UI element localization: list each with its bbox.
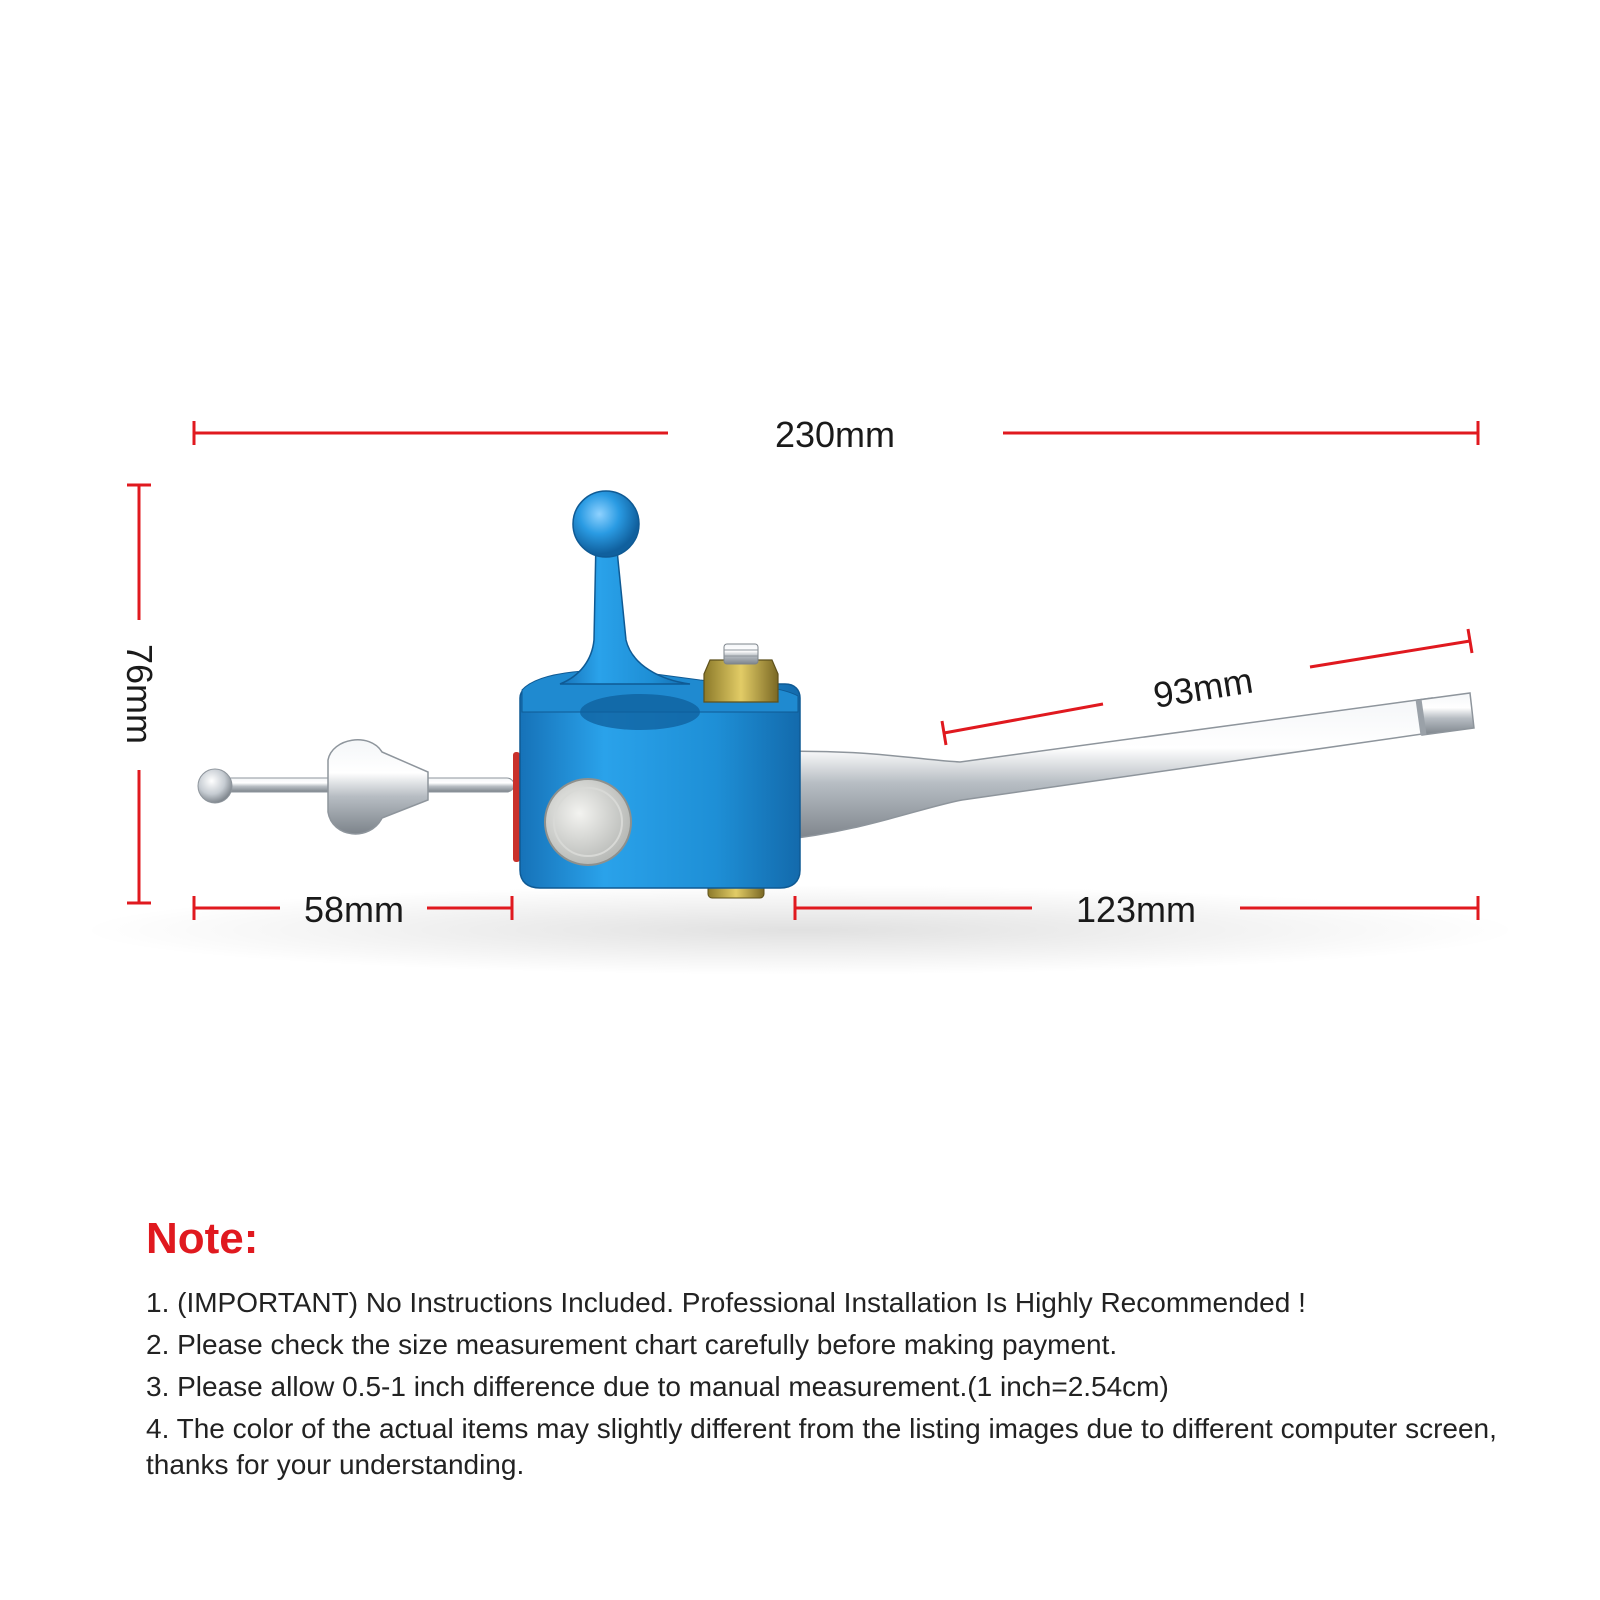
note-list (146, 1285, 1526, 1483)
top-stud (724, 644, 758, 664)
lever-tip (1418, 693, 1474, 735)
dimension-long-arm: 123mm (1075, 889, 1197, 930)
note-item: 2. Please check the size measurement chart carefully before making payment. (146, 1329, 1118, 1361)
note-item: 3. Please allow 0.5-1 inch difference due to manual measurement.(1 inch=2.54cm) (146, 1371, 1169, 1403)
chrome-lever-arm (760, 698, 1436, 840)
note-section (146, 1215, 1526, 1489)
dimension-angled-arm: 93mm (1150, 659, 1256, 716)
dimension-lines (127, 421, 1478, 920)
dimension-short-arm: 58mm (303, 889, 405, 930)
pivot-cap (545, 779, 631, 865)
note-item: 4. The color of the actual items may slightly different from the listing images due to different computer screen, thanks for your understanding. (146, 1413, 1497, 1481)
top-nut (704, 660, 778, 702)
chrome-cone (328, 740, 428, 834)
short-shifter (198, 491, 1474, 898)
dimension-overall-length: 230mm (774, 414, 896, 455)
chrome-end-ball (198, 769, 232, 803)
ground-shadow (80, 885, 1520, 975)
note-item: 1. (IMPORTANT) No Instructions Included. Professional Installation Is Highly Recommended ! (146, 1287, 1306, 1319)
blue-top-ball (573, 491, 639, 557)
note-title: Note: (146, 1214, 259, 1263)
blue-tower (560, 540, 690, 684)
dimension-height: 76mm (119, 643, 160, 745)
